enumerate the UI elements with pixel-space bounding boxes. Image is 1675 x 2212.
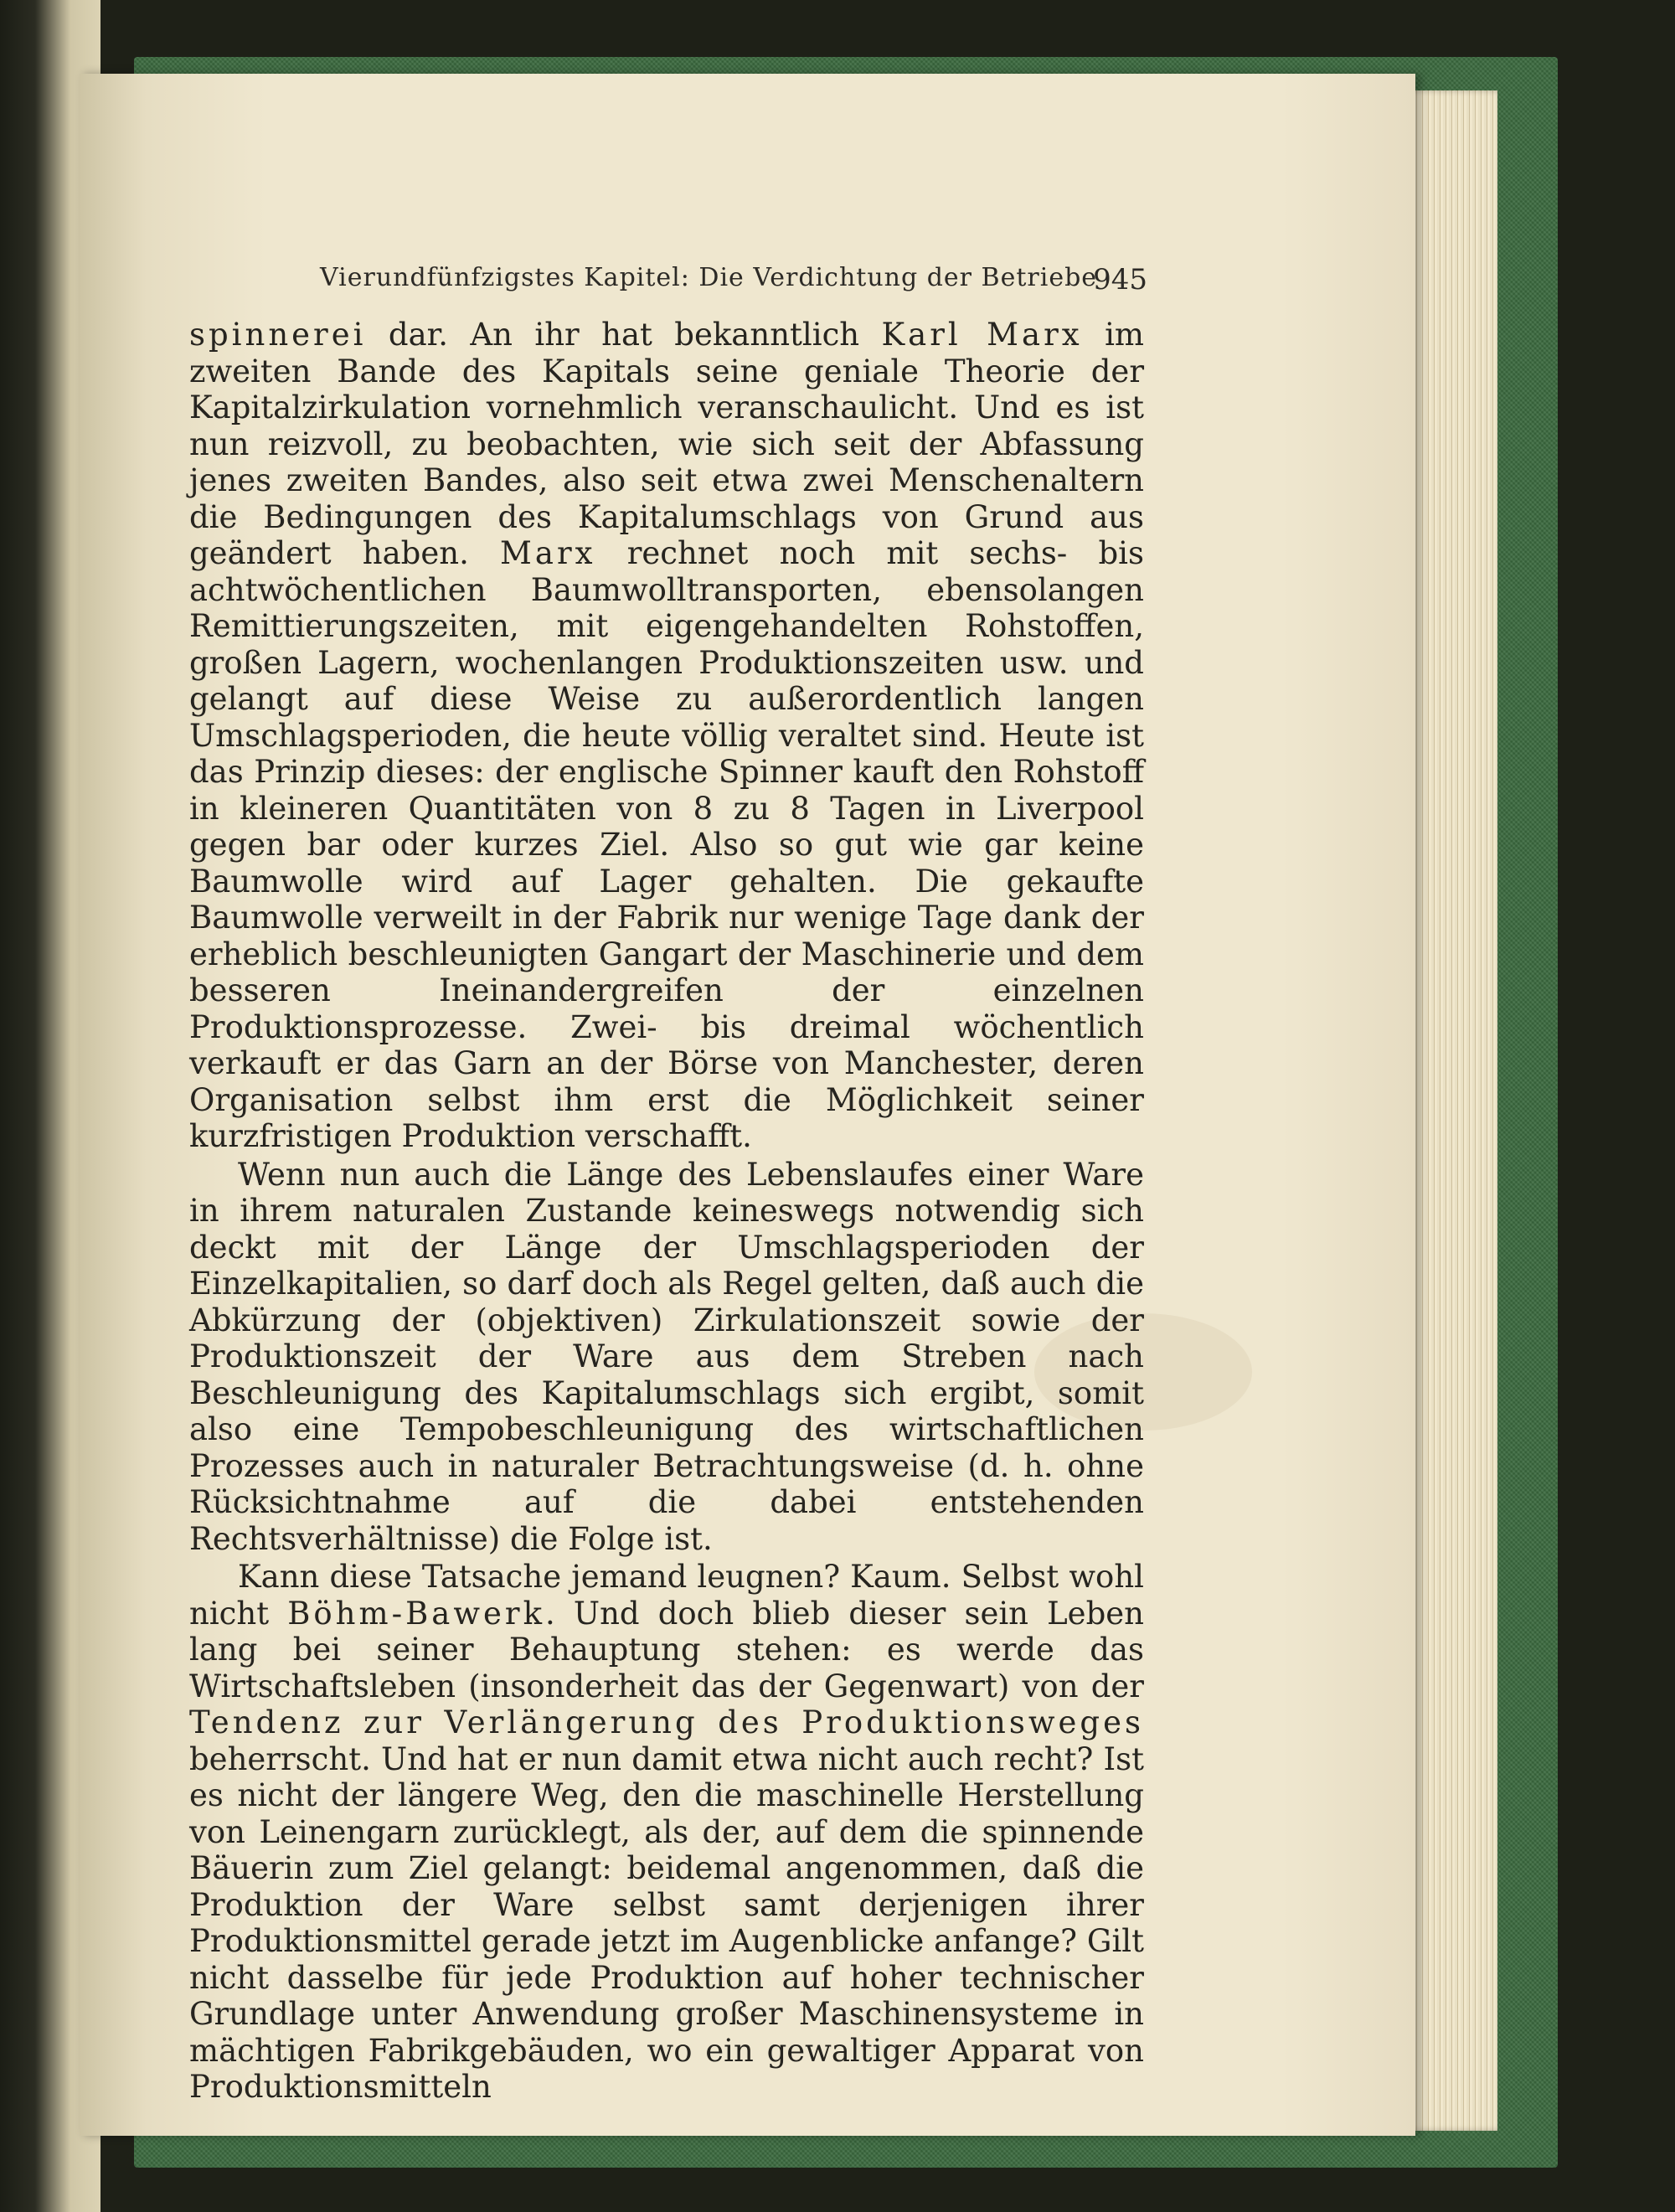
page-number: 945 <box>1093 263 1147 296</box>
text-span: Böhm-Bawerk <box>287 1595 546 1632</box>
text-span: spinnerei <box>189 317 367 353</box>
text-span: beherrscht. Und hat er nun damit etwa nicht auch recht? Ist es nicht der längere Weg, den die maschinelle Herstellung von Leinengarn zurücklegt, als der, auf dem die spinnende Bäuerin zum Ziel gelangt: beidemal angenommen, daß die Produktion der Ware selbst samt derjenigen ihrer Produktionsmittel gerade jetzt im Augenblicke anfange? Gilt nicht dasselbe für jede Produktion auf hoher technischer Grundlage unter Anwendung großer Maschinensysteme in mächtigen Fabrikgebäuden, wo ein gewaltiger Apparat von Produktionsmitteln <box>189 1740 1144 2105</box>
text-span: Marx <box>500 535 596 571</box>
text-span: Karl Marx <box>881 317 1083 353</box>
text-span: rechnet noch mit sechs- bis achtwöchentlichen Baumwolltransporten, ebensolangen Remittierungszeiten, mit eigengehandelten Rohstoffen, großen Lagern, wochenlangen Produktionszeiten usw. und gelangt auf diese Weise zu außerordentlich langen Umschlagsperioden, die heute völlig veraltet sind. Heute ist das Prinzip dieses: der englische Spinner kauft den Rohstoff in kleineren Quantitäten von 8 zu 8 Tagen in Liverpool gegen bar oder kurzes Ziel. Also so gut wie gar keine Baumwolle wird auf Lager gehalten. Die gekaufte Baumwolle verweilt in der Fabrik nur wenige Tage dank der erheblich beschleunigten Gangart der Maschinerie und dem besseren Ineinandergreifen der einzelnen Produktionsprozesse. Zwei- bis dreimal wöchentlich verkauft er das Garn an der Börse von Manchester, deren Organisation selbst ihm erst die Möglichkeit seiner kurzfristigen Produktion verschafft. <box>189 535 1144 1154</box>
paragraph <box>189 1559 1144 2106</box>
text-span: Wenn nun auch die Länge des Lebenslaufes einer Ware in ihrem naturalen Zustande keineswegs notwendig sich deckt mit der Länge der Umschlagsperioden der Einzelkapitalien, so darf doch als Regel gelten, daß auch die Abkürzung der (objektiven) Zirkulationszeit sowie der Produktionszeit der Ware aus dem Streben nach Beschleunigung des Kapitalumschlags sich ergibt, somit also eine Tempobeschleunigung des wirtschaftlichen Prozesses auch in naturaler Betrachtungsweise (d. h. ohne Rücksichtnahme auf die dabei entstehenden Rechtsverhältnisse) die Folge ist. <box>189 1156 1144 1557</box>
text-span: dar. An ihr hat bekanntlich <box>366 317 882 353</box>
text-span: Kann diese Tatsache jemand leugnen? Kaum. Selbst wohl nicht <box>189 1559 1144 1632</box>
text-span: . Und doch blieb dieser sein Leben lang bei seiner Behauptung stehen: es werde das Wirtschaftsleben (insonderheit das der Gegenwart) von der <box>189 1595 1144 1704</box>
paragraph <box>189 317 1144 1155</box>
text-span: Tendenz zur Verlängerung des Produktionsweges <box>189 1704 1144 1740</box>
text-span: im zweiten Bande des Kapitals seine geniale Theorie der Kapitalzirkulation vornehmlich veranschaulicht. Und es ist nun reizvoll, zu beobachten, wie sich seit der Abfassung jenes zweiten Bandes, also seit etwa zwei Menschenaltern die Bedingungen des Kapitalumschlags von Grund aus geändert haben. <box>189 317 1144 571</box>
body-text <box>189 317 1144 2106</box>
paragraph <box>189 1157 1144 1558</box>
running-head: Vierundfünfzigstes Kapitel: Die Verdichtung der Betriebe <box>320 263 1098 292</box>
